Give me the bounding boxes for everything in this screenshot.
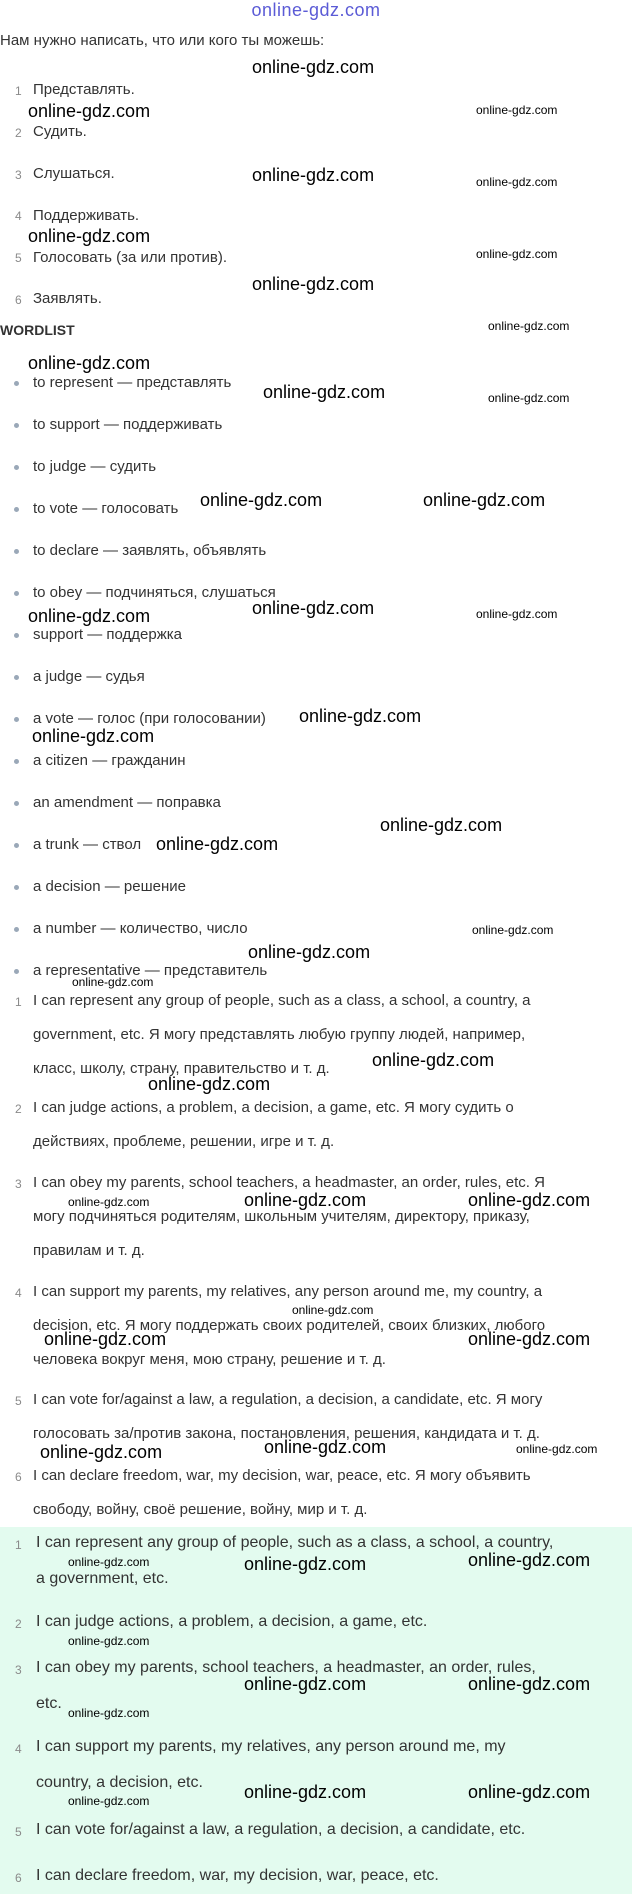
watermark: online-gdz.com [468, 1674, 591, 1694]
watermark: online-gdz.com [299, 706, 422, 726]
watermark: online-gdz.com [468, 1190, 591, 1210]
example-line: голосовать за/против закона, постановления, решения, кандидата и т. д. [33, 1425, 540, 1442]
watermark: online-gdz.com [68, 1794, 150, 1808]
watermark: online-gdz.com [263, 382, 386, 402]
bullet-icon [14, 885, 19, 890]
task-text: Голосовать (за или против). [33, 249, 227, 266]
bullet-icon [14, 843, 19, 848]
bullet-icon [14, 549, 19, 554]
example-line: действиях, проблеме, решении, игре и т. д. [33, 1133, 335, 1150]
wordlist-item: to represent — представлять [33, 374, 232, 391]
example-number: 3 [15, 1177, 22, 1191]
watermark: online-gdz.com [68, 1634, 150, 1648]
task-text: Представлять. [33, 81, 135, 98]
answer-line: country, a decision, etc. [36, 1774, 203, 1791]
answer-number: 5 [15, 1825, 22, 1839]
answer-line: I can support my parents, my relatives, any person around me, my [36, 1738, 506, 1755]
watermark: online-gdz.com [252, 598, 375, 618]
example-text [33, 1166, 613, 1268]
example-line: I can vote for/against a law, a regulation, a decision, a candidate, etc. Я могу [33, 1391, 543, 1408]
watermark: online-gdz.com [40, 1442, 163, 1462]
bullet-icon [14, 591, 19, 596]
answer-text [36, 1812, 626, 1848]
answer-text [36, 1858, 626, 1894]
example-line: I can declare freedom, war, my decision, war, peace, etc. Я могу объявить [33, 1467, 531, 1484]
watermark: online-gdz.com [292, 1303, 374, 1317]
answer-line: I can vote for/against a law, a regulation, a decision, a candidate, etc. [36, 1821, 526, 1838]
answer-number: 6 [15, 1871, 22, 1885]
example-line: класс, школу, страну, правительство и т. д. [33, 1060, 330, 1077]
example-text [33, 984, 613, 1086]
example-number: 5 [15, 1394, 22, 1408]
watermark: online-gdz.com [68, 1706, 150, 1720]
watermark: online-gdz.com [148, 1074, 271, 1094]
wordlist-item: to declare — заявлять, объявлять [33, 542, 267, 559]
task-text: Судить. [33, 123, 87, 140]
watermark: online-gdz.com [28, 226, 151, 246]
answer-number: 2 [15, 1617, 22, 1631]
watermark: online-gdz.com [476, 103, 558, 117]
example-line: I can represent any group of people, such as a class, a school, a country, a [33, 992, 531, 1009]
example-text [33, 1091, 613, 1159]
wordlist-item: a representative — представитель [33, 962, 268, 979]
answer-number: 3 [15, 1663, 22, 1677]
task-number: 3 [15, 168, 22, 182]
bullet-icon [14, 801, 19, 806]
watermark: online-gdz.com [468, 1329, 591, 1349]
bullet-icon [14, 507, 19, 512]
intro-text: Нам нужно написать, что или кого ты можешь: [0, 32, 325, 49]
task-number: 2 [15, 126, 22, 140]
wordlist-heading: WORDLIST [0, 322, 75, 338]
watermark: online-gdz.com [476, 175, 558, 189]
watermark: online-gdz.com [488, 391, 570, 405]
watermark: online-gdz.com [252, 165, 375, 185]
wordlist-item: to judge — судить [33, 458, 157, 475]
bullet-icon [14, 969, 19, 974]
answer-line: I can obey my parents, school teachers, a headmaster, an order, rules, [36, 1659, 536, 1676]
bullet-icon [14, 423, 19, 428]
example-number: 4 [15, 1286, 22, 1300]
task-text: Слушаться. [33, 165, 115, 182]
watermark: online-gdz.com [244, 1190, 367, 1210]
watermark: online-gdz.com [380, 815, 503, 835]
watermark: online-gdz.com [32, 726, 155, 746]
wordlist-item: a citizen — гражданин [33, 752, 186, 769]
answer-line: I can represent any group of people, such as a class, a school, a country, [36, 1534, 554, 1551]
example-line: могу подчиняться родителям, школьным учителям, директору, приказу, [33, 1208, 530, 1225]
example-line: government, etc. Я могу представлять любую группу людей, например, [33, 1026, 526, 1043]
example-line: I can judge actions, a problem, a decision, a game, etc. Я могу судить о [33, 1099, 514, 1116]
watermark: online-gdz.com [248, 942, 371, 962]
watermark: online-gdz.com [252, 274, 375, 294]
wordlist-item: support — поддержка [33, 626, 182, 643]
wordlist-item: to vote — голосовать [33, 500, 179, 517]
watermark: online-gdz.com [28, 353, 151, 373]
watermark: online-gdz.com [423, 490, 546, 510]
example-number: 2 [15, 1102, 22, 1116]
watermark: online-gdz.com [244, 1554, 367, 1574]
watermark: online-gdz.com [472, 923, 554, 937]
watermark: online-gdz.com [28, 101, 151, 121]
answer-line: I can declare freedom, war, my decision, war, peace, etc. [36, 1867, 439, 1884]
bullet-icon [14, 759, 19, 764]
example-line: I can obey my parents, school teachers, a headmaster, an order, rules, etc. Я [33, 1174, 545, 1191]
watermark: online-gdz.com [488, 319, 570, 333]
watermark: online-gdz.com [68, 1555, 150, 1569]
wordlist-item: a trunk — ствол [33, 836, 142, 853]
example-text [33, 1459, 613, 1527]
task-number: 4 [15, 209, 22, 223]
wordlist-item: a vote — голос (при голосовании) [33, 710, 266, 727]
watermark: online-gdz.com [372, 1050, 495, 1070]
bullet-icon [14, 927, 19, 932]
answer-line: etc. [36, 1695, 62, 1712]
watermark: online-gdz.com [468, 1782, 591, 1802]
bullet-icon [14, 633, 19, 638]
example-line: человека вокруг меня, мою страну, решение и т. д. [33, 1351, 386, 1368]
example-number: 1 [15, 995, 22, 1009]
example-line: свободу, войну, своё решение, войну, мир и т. д. [33, 1501, 368, 1518]
watermark: online-gdz.com [156, 834, 279, 854]
wordlist-item: a decision — решение [33, 878, 186, 895]
answer-line: I can judge actions, a problem, a decision, a game, etc. [36, 1613, 428, 1630]
task-text: Поддерживать. [33, 207, 140, 224]
bullet-icon [14, 465, 19, 470]
answer-number: 4 [15, 1742, 22, 1756]
task-text: Заявлять. [33, 290, 102, 307]
answer-line: a government, etc. [36, 1570, 169, 1587]
watermark: online-gdz.com [468, 1550, 591, 1570]
answer-number: 1 [15, 1538, 22, 1552]
wordlist-item: a judge — судья [33, 668, 145, 685]
wordlist-item: to support — поддерживать [33, 416, 223, 433]
watermark: online-gdz.com [264, 1437, 387, 1457]
example-text [33, 1275, 613, 1377]
bullet-icon [14, 381, 19, 386]
example-line: decision, etc. Я могу поддержать своих родителей, своих близких, любого [33, 1317, 546, 1334]
watermark: online-gdz.com [200, 490, 323, 510]
watermark: online-gdz.com [476, 247, 558, 261]
bullet-icon [14, 717, 19, 722]
task-number: 5 [15, 251, 22, 265]
watermark: online-gdz.com [28, 606, 151, 626]
site-logo[interactable]: online-gdz.com [251, 0, 381, 20]
task-number: 1 [15, 84, 22, 98]
wordlist-item: to obey — подчиняться, слушаться [33, 584, 276, 601]
watermark: online-gdz.com [516, 1442, 598, 1456]
task-number: 6 [15, 293, 22, 307]
example-line: I can support my parents, my relatives, any person around me, my country, a [33, 1283, 543, 1300]
watermark: online-gdz.com [252, 57, 375, 77]
watermark: online-gdz.com [244, 1674, 367, 1694]
watermark: online-gdz.com [476, 607, 558, 621]
watermark: online-gdz.com [72, 975, 154, 989]
watermark: online-gdz.com [244, 1782, 367, 1802]
bullet-icon [14, 675, 19, 680]
watermark: online-gdz.com [44, 1329, 167, 1349]
wordlist-item: an amendment — поправка [33, 794, 221, 811]
wordlist-item: a number — количество, число [33, 920, 248, 937]
watermark: online-gdz.com [68, 1195, 150, 1209]
example-number: 6 [15, 1470, 22, 1484]
example-line: правилам и т. д. [33, 1242, 145, 1259]
